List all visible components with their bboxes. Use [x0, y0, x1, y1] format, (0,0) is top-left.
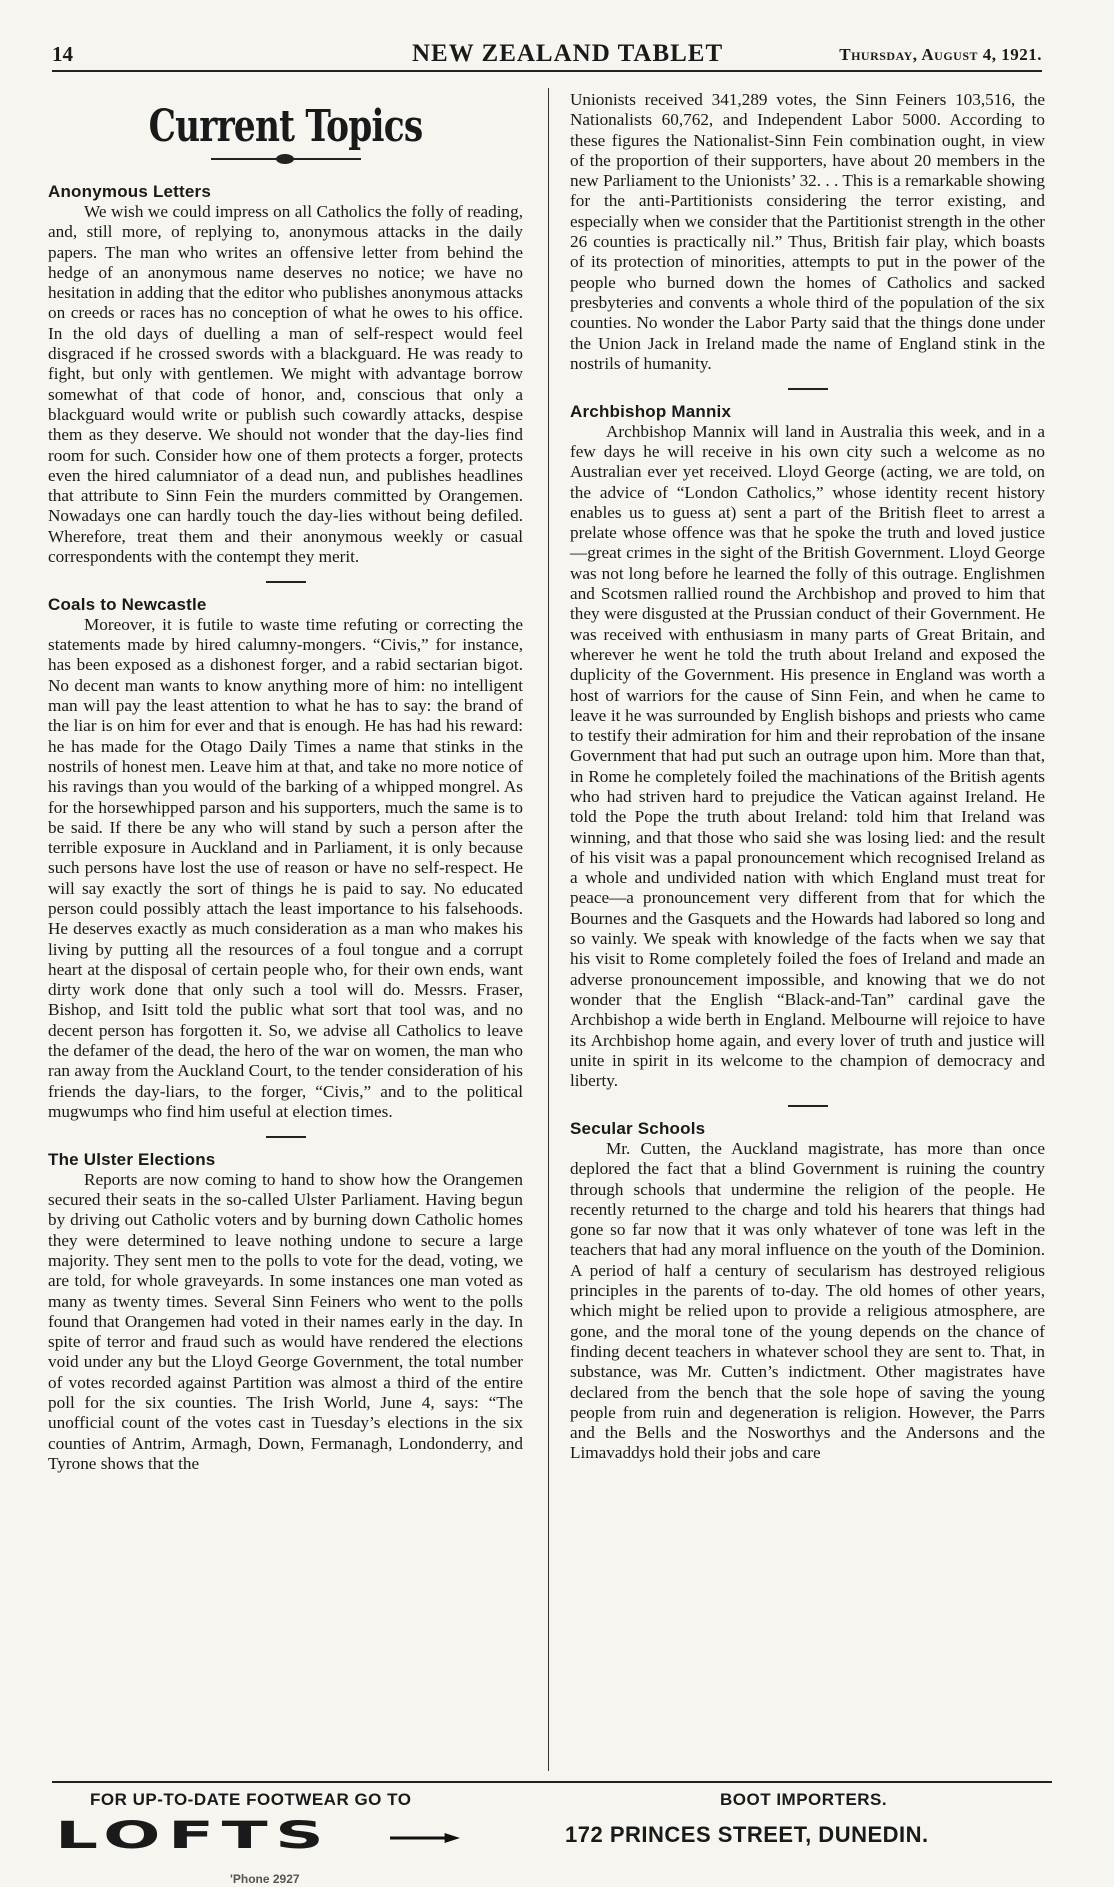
article-body: Moreover, it is futile to waste time refuting or correcting the statements made by hired calumny-mongers. “Civis,” for instance, has been exposed as a dishonest forger, and a rabid sectarian bigot. No decent man wants to know anything more of him: no intelligent man will pay the least attention to what he has to say: the brand of the liar is on him for ever and that is enough. He has had his reward: he has made for the Otago Daily Times a name that stinks in the nostrils of honest men. Leave him at that, and take no more notice of his ravings than you would of the barking of a whipped mongrel. As for the horsewhipped parson and his supporters, much the same is to be said. If there be any who will stand by such a person after the terrible exposure in Auckland and in Parliament, it is only because such persons have lost the use of reason or have no self-respect. He will say exactly the sort of things he is paid to say. No educated person could possibly attach the least importance to his falsehoods. He deserves exactly as much consideration as a man who makes his living by putting all the resources of a foul tongue and a corrupt heart at the disposal of certain people who, for their own ends, want dirty work done that only such a tool will do. Messrs. Fraser, Bishop, and Isitt told the public what sort that tool was, and no decent person has forgotten it. So, we advise all Catholics to leave the defamer of the dead, the hero of the war on women, the man who ran away from the Auckland Court, to the tender consideration of his friends the day-liars, to the forger, “Civis,” and to the political mugwumps who find him useful at election times.: [48, 614, 523, 1121]
article-heading: Archbishop Mannix: [570, 401, 732, 421]
article-body: Reports are now coming to hand to show how the Orangemen secured their seats in the so-called Ulster Parliament. Having begun by driving out Catholic voters and by burning down Catholic homes they were determined to leave nothing undone to secure a large majority. They sent men to the polls to vote for the dead, voting, we are told, for whole graveyards. In some instances one man voted as many as twenty times. Several Sinn Feiners who went to the polls found that Orangemen had voted in their names early in the day. In spite of terror and fraud such as would have rendered the elections void under any but the Lloyd George Government, the total number of votes recorded against Partition was almost a third of the entire poll for the six counties. The Irish World, June 4, says: “The unofficial count of the votes cast in Tuesday’s elections in the six counties of Antrim, Armagh, Down, Fermanagh, Londonderry, and Tyrone shows that the: [48, 1169, 523, 1473]
ad-boot-importers: BOOT IMPORTERS.: [720, 1790, 888, 1809]
article-archbishop-mannix: [570, 402, 1045, 1092]
title-ornament: [211, 158, 361, 160]
article-anonymous-letters: [48, 182, 523, 567]
article-heading: Secular Schools: [570, 1118, 706, 1138]
column-divider: [548, 88, 549, 1771]
masthead: NEW ZEALAND TABLET: [412, 40, 724, 67]
ad-tagline: FOR UP-TO-DATE FOOTWEAR GO TO: [90, 1790, 412, 1809]
page-number: 14: [52, 42, 73, 66]
right-column: [570, 90, 1045, 1464]
article-coals-to-newcastle: [48, 595, 523, 1122]
article-separator: [266, 581, 306, 583]
article-separator: [788, 388, 828, 390]
article-ulster-continued: [570, 90, 1045, 374]
footer-rule: [52, 1781, 1052, 1783]
issue-date: Thursday, August 4, 1921.: [839, 45, 1042, 64]
section-title: Current Topics: [148, 101, 423, 152]
ad-brand-logo: LOFTS: [55, 1813, 332, 1858]
page-header: [52, 40, 1042, 72]
article-heading: Coals to Newcastle: [48, 594, 207, 614]
article-secular-schools: [570, 1119, 1045, 1464]
article-body: Unionists received 341,289 votes, the Sinn Feiners 103,516, the Nationalists 60,762, and Independent Labor 5000. According to these figures the Nationalist-Sinn Fein combination ought, in view of the proportion of their supporters, have about 20 members in the new Parliament to the Unionists’ 32. . . This is a remarkable showing for the anti-Partitionists considering the terror existing, and especially when we consider that the Partitionist strength in the other 26 counties is practically nil.” Thus, British fair play, which boasts of its protection of minorities, attempts to put in the power of the people who burned down the homes of Catholics and sacked presbyteries and convents a whole third of the population of the six counties. No wonder the Labor Party said that the things done under the Union Jack in Ireland made the name of England stink in the nostrils of humanity.: [570, 90, 1045, 373]
article-heading: Anonymous Letters: [48, 182, 212, 201]
article-body: Mr. Cutten, the Auckland magistrate, has more than once deplored the fact that a blind Government is ruining the country through schools that undermine the religion of the people. He recently returned to the charge and told his hearers that things had gone so far now that it was only whatever of tone was left in the teachers that had any moral influence on the youth of the Dominion. A period of half a century of secularism has destroyed religious principles in the parents of to-day. The old homes of other years, which might be relied upon to provide a religious atmosphere, are gone, and the moral tone of the young depends on the chance of finding decent teachers in whatever school they are sent to. That, in substance, was Mr. Cutten’s indictment. Other magistrates have declared from the bench that the sole hope of saving the young people from ruin and degeneration is religion. However, the Parrs and the Bells and the Nosworthys and the Andersons and the Limavaddys hold their jobs and care: [570, 1138, 1045, 1463]
article-ulster-elections: [48, 1150, 523, 1474]
left-column: [48, 90, 523, 1474]
article-body: We wish we could impress on all Catholics the folly of reading, and, still more, of replying to, anonymous attacks in the daily papers. The man who writes an offensive letter from behind the hedge of an anonymous name deserves no notice; we have no hesitation in adding that the editor who publishes anonymous attacks on creeds or races has no conception of what he owes to his office. In the old days of duelling a man of self-respect would feel disgraced if he crossed swords with a blackguard. He was ready to fight, but only with gentlemen. We might with advantage borrow somewhat of that code of honor, and, conscious that only a blackguard would write or publish such cowardly attacks, despise them as they deserve. We should not wonder that the day-lies find room for such. Consider how one of them protects a forger, protects even the hired calumniator of a dead nun, and publishes headlines that attribute to Sinn Fein the murders committed by Orangemen. Nowadays one can hardly touch the day-lies without being defiled. Wherefore, treat them and their anonymous weekly or casual correspondents with the contempt they merit.: [48, 202, 523, 567]
arrow-icon: [390, 1833, 460, 1843]
article-separator: [266, 1136, 306, 1138]
ad-phone: 'Phone 2927: [230, 1872, 300, 1886]
ad-address: 172 PRINCES STREET, DUNEDIN.: [565, 1822, 929, 1847]
article-heading: The Ulster Elections: [48, 1149, 216, 1169]
article-body: Archbishop Mannix will land in Australia this week, and in a few days he will receive in his own city such a welcome as no Australian ever yet received. Lloyd George (acting, we are told, on the advice of “London Catholics,” whose identity recent history enables us to guess at) sent a part of the British fleet to arrest a prelate whose offence was that he spoke the truth and loved justice—great crimes in the sight of the British Government. Lloyd George was not long before he learned the folly of this outrage. Englishmen and Scotsmen rallied round the Archbishop and proved to him that they were disgusted at the Prussian conduct of their Government. He was received with enthusiasm in many parts of Great Britain, and wherever he went he told the truth about Ireland and exposed the duplicity of the Government. His presence in England was worth a host of warriors for the cause of Sinn Fein, and when he came to leave it he was surrounded by English bishops and priests who came to testify their admiration for him and their reprobation of the insane Government that had put such an outrage upon him. More than that, in Rome he completely foiled the machinations of the British agents who had striven hard to prejudice the Vatican against Ireland. He told the Pope the truth about Ireland: told him that Ireland was winning, and that those who said she was losing lied: and the result of his visit was a papal pronouncement which recognised Ireland as a whole and undivided nation with which England must treat for peace—a pronouncement very different from that for which the Bournes and the Gasquets and the Howards had labored so long and so vainly. We speak with knowledge of the facts when we say that his visit to Rome completely foiled the foes of Ireland and made an adverse pronouncement impossible, and knowing that we do not wonder that the English “Black-and-Tan” cardinal gave the Archbishop a wide berth in England. Melbourne will rejoice to have its Archbishop home again, and every lover of truth and justice will unite in spirit in its welcome to the champion of democracy and liberty.: [570, 421, 1045, 1091]
article-separator: [788, 1105, 828, 1107]
